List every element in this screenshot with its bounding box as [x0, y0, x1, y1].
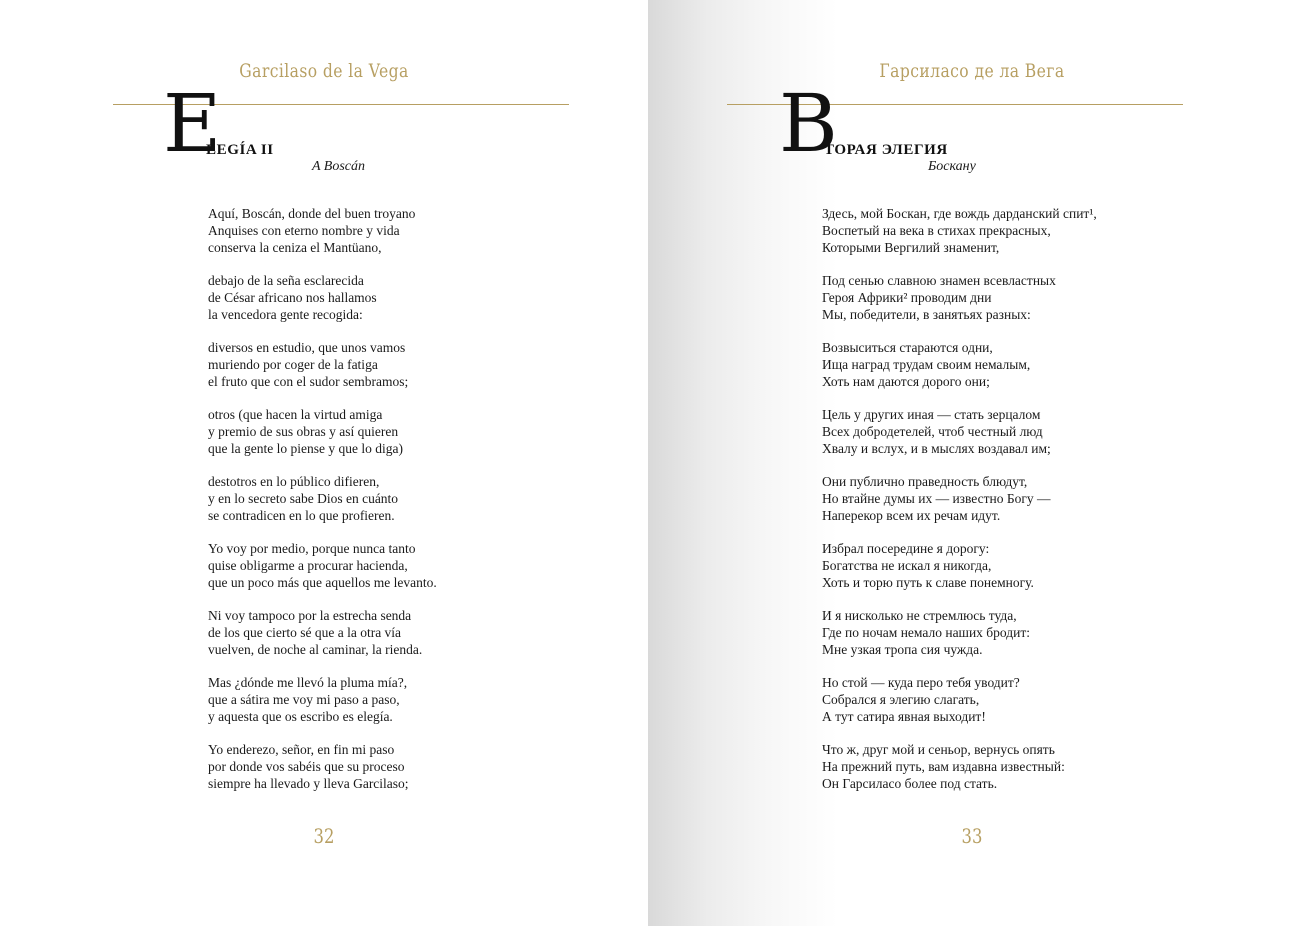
stanza	[822, 205, 1097, 256]
verse-line: Yo voy por medio, porque nunca tanto	[208, 541, 416, 556]
verse-line: de César africano nos hallamos	[208, 290, 377, 305]
stanza	[822, 674, 1097, 725]
verse-line: y en lo secreto sabe Dios en cuánto	[208, 491, 399, 506]
verse-line: Он Гарсиласо более под стать.	[822, 776, 998, 791]
verse-line: Наперекор всем их речам идут.	[822, 508, 1001, 523]
verse-line: Ni voy tampoco por la estrecha senda	[208, 608, 412, 623]
poem-title: LEGÍA II	[206, 142, 274, 158]
stanza	[822, 540, 1097, 591]
verse-line: la vencedora gente recogida:	[208, 307, 363, 322]
stanza	[822, 406, 1097, 457]
verse-line: Мы, победители, в занятьях разных:	[822, 307, 1031, 322]
verse-line: diversos en estudio, que unos vamos	[208, 340, 406, 355]
verse-line: Всех добродетелей, чтоб честный люд	[822, 424, 1043, 439]
verse-line: Хоть и торю путь к славе понемногу.	[822, 575, 1034, 590]
verse-line: de los que cierto sé que a la otra vía	[208, 625, 402, 640]
running-head: Garcilaso de la Vega	[239, 60, 409, 82]
poem-body	[822, 205, 1097, 808]
verse-line: vuelven, de noche al caminar, la rienda.	[208, 642, 423, 657]
verse-line: el fruto que con el sudor sembramos;	[208, 374, 409, 389]
verse-line: Воспетый на века в стихах прекрасных,	[822, 223, 1051, 238]
stanza	[208, 272, 437, 323]
verse-line: Aquí, Boscán, donde del buen troyano	[208, 206, 416, 221]
verse-line: y aquesta que os escribo es elegía.	[208, 709, 393, 724]
verse-line: Но стой — куда перо тебя уводит?	[822, 675, 1020, 690]
verse-line: otros (que hacen la virtud amiga	[208, 407, 383, 422]
verse-line: debajo de la seña esclarecida	[208, 273, 364, 288]
stanza	[208, 205, 437, 256]
verse-line: Цель у других иная — стать зерцалом	[822, 407, 1041, 422]
stanza	[208, 540, 437, 591]
verse-line: Но втайне думы их — известно Богу —	[822, 491, 1051, 506]
verse-line: Они публично праведность блюдут,	[822, 474, 1028, 489]
verse-line: Mas ¿dónde me llevó la pluma mía?,	[208, 675, 408, 690]
verse-line: que un poco más que aquellos me levanto.	[208, 575, 437, 590]
stanza	[822, 473, 1097, 524]
verse-line: Мне узкая тропа сия чужда.	[822, 642, 983, 657]
stanza	[822, 339, 1097, 390]
verse-line: Под сенью славною знамен всевластных	[822, 273, 1056, 288]
page-number: 33	[961, 824, 983, 848]
verse-line: que la gente lo piense y que lo diga)	[208, 441, 403, 456]
verse-line: А тут сатира явная выходит!	[822, 709, 986, 724]
verse-line: Здесь, мой Боскан, где вождь дарданский спит¹,	[822, 206, 1097, 221]
verse-line: siempre ha llevado y lleva Garcilaso;	[208, 776, 409, 791]
stanza	[208, 406, 437, 457]
poem-dedication: A Boscán	[312, 159, 366, 174]
verse-line: Избрал посередине я дорогу:	[822, 541, 990, 556]
verse-line: que a sátira me voy mi paso a paso,	[208, 692, 400, 707]
stanza	[208, 607, 437, 658]
verse-line: Богатства не искал я никогда,	[822, 558, 992, 573]
verse-line: destotros en lo público difieren,	[208, 474, 380, 489]
poem-body	[208, 205, 437, 808]
verse-line: Где по ночам немало наших бродит:	[822, 625, 1031, 640]
verse-line: Хвалу и вслух, и в мыслях воздавал им;	[822, 441, 1051, 456]
poem-dedication: Боскану	[928, 159, 976, 174]
drop-cap: В	[779, 77, 838, 170]
verse-line: И я нисколько не стремлюсь туда,	[822, 608, 1017, 623]
stanza	[208, 473, 437, 524]
verse-line: Anquises con eterno nombre y vida	[208, 223, 400, 238]
verse-line: se contradicen en lo que profieren.	[208, 508, 395, 523]
stanza	[208, 339, 437, 390]
verse-line: Собрался я элегию слагать,	[822, 692, 980, 707]
verse-line: На прежний путь, вам издавна известный:	[822, 759, 1065, 774]
verse-line: Что ж, друг мой и сеньор, вернусь опять	[822, 742, 1055, 757]
stanza	[208, 741, 437, 792]
verse-line: muriendo por coger de la fatiga	[208, 357, 378, 372]
verse-line: y premio de sus obras y así quieren	[208, 424, 399, 439]
verse-line: Которыми Вергилий знаменит,	[822, 240, 1000, 255]
right-page	[648, 0, 1296, 926]
verse-line: conserva la ceniza el Mantüano,	[208, 240, 382, 255]
running-head: Гарсиласо де ла Вега	[879, 60, 1065, 82]
verse-line: Героя Африки² проводим дни	[822, 290, 992, 305]
stanza	[822, 741, 1097, 792]
page-number: 32	[313, 824, 335, 848]
stanza	[822, 272, 1097, 323]
poem-title: ТОРАЯ ЭЛЕГИЯ	[824, 142, 948, 158]
verse-line: Ища наград трудам своим немалым,	[822, 357, 1031, 372]
stanza	[822, 607, 1097, 658]
verse-line: quise obligarme a procurar hacienda,	[208, 558, 408, 573]
verse-line: Возвыситься стараются одни,	[822, 340, 993, 355]
stanza	[208, 674, 437, 725]
verse-line: por donde vos sabéis que su proceso	[208, 759, 405, 774]
verse-line: Yo enderezo, señor, en fin mi paso	[208, 742, 395, 757]
verse-line: Хоть нам даются дорого они;	[822, 374, 990, 389]
drop-cap: E	[163, 77, 222, 170]
